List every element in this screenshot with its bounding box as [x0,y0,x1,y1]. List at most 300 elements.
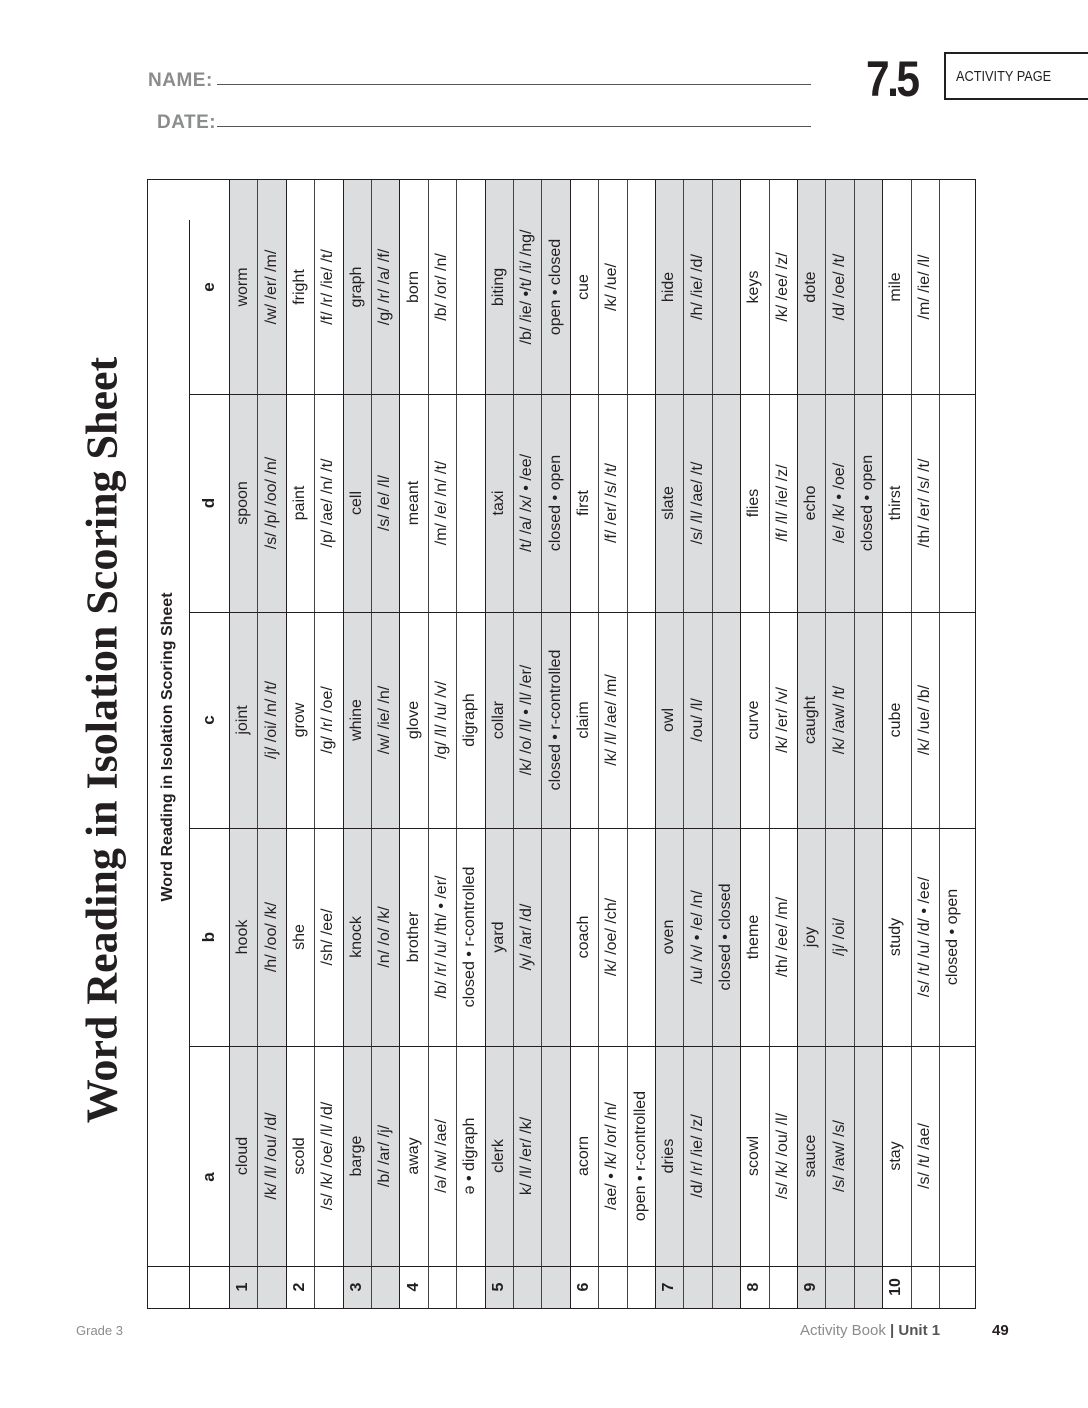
table-cell [314,612,342,828]
name-field-line[interactable] [217,84,811,85]
word-text: owl [660,707,678,733]
table-cell [513,180,541,394]
activity-page-box [944,52,1088,100]
word-text: acorn [574,1135,592,1177]
line-divider [257,180,258,1308]
table-cell [769,180,797,394]
book-name: Activity Book [800,1322,886,1339]
word-text: theme [745,914,763,960]
phoneme-text: /f/ /r/ /ie/ /t/ [319,249,337,325]
table-cell [882,180,910,394]
line-divider [825,180,826,1308]
word-text: hide [660,271,678,303]
word-text: knock [347,916,365,958]
row-number [882,1266,910,1307]
table-cell [399,1046,427,1266]
phoneme-text: /s/ /p/ /oo/ /n/ [262,456,280,550]
row-number [797,1266,825,1307]
table-cell [570,612,598,828]
row-divider [485,180,486,1308]
row-number [286,1266,314,1307]
table-cell [229,180,257,394]
row-number [655,1266,683,1307]
word-text: clerk [489,1139,507,1173]
phoneme-text: /th/ /er/ /s/ /t/ [915,458,933,548]
table-cell [286,180,314,394]
phoneme-text: /m/ /e/ /n/ /t/ [432,460,450,546]
name-label: NAME: [148,70,213,91]
table-cell [399,180,427,394]
table-cell [627,180,655,394]
word-text: oven [660,919,678,955]
table-cell [854,394,882,612]
table-cell [797,1046,825,1266]
table-cell [399,612,427,828]
word-text: dries [660,1138,678,1174]
word-text: stay [887,1141,905,1171]
table-cell [627,1046,655,1266]
column-header-label: c [199,715,218,725]
word-text: slate [660,486,678,520]
line-divider [513,180,514,1308]
row-number [740,1266,768,1307]
row-number-label: 2 [290,1282,308,1291]
table-cell [712,1046,740,1266]
word-text: taxi [489,490,507,516]
table-cell [286,1046,314,1266]
table-cell [541,180,569,394]
table-cell [485,180,513,394]
table-cell [229,612,257,828]
column-divider [189,1046,975,1047]
word-text: joint [234,705,252,735]
phoneme-text: /s/ /t/ /ae/ [915,1123,933,1189]
table-cell [882,394,910,612]
table-cell [740,180,768,394]
table-cell [769,828,797,1046]
table-cell [257,180,285,394]
table-cell [428,612,456,828]
word-text: hook [234,919,252,955]
phoneme-text: /ou/ /l/ [688,698,706,742]
word-text: coach [574,915,592,959]
word-text: study [887,917,905,957]
line-divider [712,180,713,1308]
table-cell [257,1046,285,1266]
phoneme-text: /k/ /oe/ /ch/ [603,897,621,977]
table-cell [314,1046,342,1266]
table-cell [598,1046,626,1266]
word-text: claim [574,701,592,739]
line-divider [627,180,628,1308]
row-number-label: 10 [887,1277,905,1296]
word-text: brother [404,911,422,963]
table-cell [229,828,257,1046]
phoneme-text: /ə/ /w/ /ae/ [432,1119,450,1193]
word-text: collar [489,700,507,740]
row-divider [399,180,400,1308]
table-cell [683,612,711,828]
table-cell [712,394,740,612]
table-cell [825,180,853,394]
table-cell [683,394,711,612]
row-divider [655,180,656,1308]
table-cell [797,180,825,394]
line-divider [428,180,429,1308]
phoneme-text: /g/ /r/ /oe/ [319,686,337,754]
column-header-a [189,1046,229,1307]
table-cell [740,828,768,1046]
table-cell [541,612,569,828]
phoneme-text: /s/ /e/ /l/ [376,474,394,532]
phoneme-text: /y/ /ar/ /d/ [518,903,536,971]
row-number-label: 9 [802,1282,820,1291]
phoneme-text: /s/ /aw/ /s/ [830,1119,848,1193]
row-number-label: 8 [745,1282,763,1291]
table-cell [456,612,484,828]
line-divider [683,180,684,1308]
table-cell [911,394,939,612]
word-text: biting [489,267,507,307]
row-divider [343,180,344,1308]
table-cell [343,1046,371,1266]
table-cell [740,612,768,828]
table-cell [712,180,740,394]
table-cell [683,828,711,1046]
table-cell [740,394,768,612]
table-cell [257,394,285,612]
phoneme-text: /w/ /ie/ /n/ [376,685,394,755]
table-cell [769,394,797,612]
table-cell [314,394,342,612]
table-cell [286,828,314,1046]
table-cell [314,180,342,394]
row-number-label: 6 [574,1282,592,1291]
phoneme-text: /d/ /r/ /ie/ /z/ [688,1114,706,1198]
column-divider [148,1266,975,1267]
phoneme-text: /s/ /k/ /oe/ /l/ /d/ [319,1101,337,1211]
table-cell [570,180,598,394]
phoneme-text: /g/ /r/ /a/ /f/ [376,248,394,326]
line-divider [939,180,940,1308]
word-text: glove [404,700,422,740]
word-text: caught [802,695,820,745]
phoneme-text: /k/ /ee/ /z/ [773,252,791,322]
phoneme-text: /th/ /ee/ /m/ [773,896,791,978]
table-cell [570,828,598,1046]
table-cell [257,828,285,1046]
word-text: grow [290,702,308,738]
table-cell [911,1046,939,1266]
table-cell [911,828,939,1046]
phoneme-text: /k/ /aw/ /t/ [830,685,848,755]
table-cell [627,828,655,1046]
word-text: cloud [234,1136,252,1176]
phoneme-text: /e/ /k/ • /oe/ [830,462,848,544]
table-cell [513,1046,541,1266]
table-cell [911,612,939,828]
table-cell [513,612,541,828]
row-number-label: 1 [234,1282,252,1291]
table-cell [854,612,882,828]
table-cell [286,612,314,828]
table-cell [939,828,967,1046]
scoring-table [147,179,976,1309]
phoneme-text: /sh/ /ee/ [319,908,337,966]
word-text: barge [347,1135,365,1177]
column-header-label: d [199,497,218,509]
table-cell [627,612,655,828]
table-cell [456,1046,484,1266]
phoneme-text: /h/ /ie/ /d/ [688,254,706,320]
phoneme-text: closed • open [546,454,564,552]
column-divider [189,828,975,829]
phoneme-text: digraph [461,693,479,747]
row-number [570,1266,598,1307]
table-cell [882,828,910,1046]
book-unit-label [800,1322,940,1339]
phoneme-text: /m/ /ie/ /l/ [915,254,933,320]
table-cell [456,394,484,612]
column-header-b [189,828,229,1046]
word-text: spoon [234,481,252,525]
table-cell [797,612,825,828]
phoneme-text: closed • closed [716,883,734,991]
word-text: scowl [745,1135,763,1177]
table-cell [683,180,711,394]
table-cell [655,394,683,612]
phoneme-text: /j/ /oi/ /n/ /t/ [262,680,280,760]
column-header-d [189,394,229,612]
row-divider [570,180,571,1308]
table-cell [712,828,740,1046]
table-cell [343,394,371,612]
phoneme-text: k/ /l/ /er/ /k/ [518,1116,536,1196]
table-cell [598,394,626,612]
word-text: born [404,270,422,304]
word-text: flies [745,488,763,518]
word-text: yard [489,921,507,953]
phoneme-text: /f/ /er/ /s/ /t/ [603,462,621,544]
table-cell [229,394,257,612]
table-cell [854,1046,882,1266]
table-cell [740,1046,768,1266]
column-header-label: b [199,931,218,943]
table-cell [513,828,541,1046]
word-text: fright [290,269,308,305]
table-cell [655,180,683,394]
word-text: away [404,1137,422,1175]
phoneme-text: /j/ /oi/ [830,917,848,957]
table-cell [286,394,314,612]
column-divider [189,394,975,395]
table-cell [598,828,626,1046]
table-cell [712,612,740,828]
lesson-number: 7.5 [866,51,918,107]
column-header-label: a [199,1171,218,1182]
table-cell [456,180,484,394]
table-cell [570,394,598,612]
phoneme-text: /h/ /oo/ /k/ [262,901,280,973]
table-cell [854,828,882,1046]
table-cell [485,394,513,612]
row-number-label: 4 [404,1282,422,1291]
phoneme-text: /t/ /a/ /x/ • /ee/ [518,453,536,553]
phoneme-text: /k/ /o/ /l/ • /l/ /er/ [518,664,536,776]
word-text: she [290,924,308,950]
phoneme-text: open • r-controlled [631,1090,649,1222]
table-cell [314,828,342,1046]
page-title: Word Reading in Isolation Scoring Sheet [77,356,127,1124]
row-divider [286,180,287,1308]
phoneme-text: closed • open [858,454,876,552]
table-cell [371,394,399,612]
phoneme-text: closed • r-controlled [546,649,564,791]
table-cell [399,394,427,612]
table-cell [456,828,484,1046]
phoneme-text: /n/ /o/ /k/ [376,906,394,968]
word-text: first [574,490,592,516]
table-cell [399,828,427,1046]
line-divider [456,180,457,1308]
phoneme-text: /b/ /or/ /n/ [432,253,450,321]
table-cell [825,828,853,1046]
grade-label: Grade 3 [76,1323,123,1338]
table-cell [939,612,967,828]
table-cell [882,1046,910,1266]
word-text: joy [802,926,820,948]
header-divider [189,220,190,1308]
table-cell [825,612,853,828]
column-header-c [189,612,229,828]
phoneme-text: closed • r-controlled [461,866,479,1008]
row-number [343,1266,371,1307]
table-cell [683,1046,711,1266]
table-cell [939,1046,967,1266]
column-header-label: e [199,282,218,292]
phoneme-text: /k/ /l/ /ou/ /d/ [262,1112,280,1200]
table-cell [598,612,626,828]
table-cell [428,180,456,394]
table-cell [911,180,939,394]
table-cell [428,828,456,1046]
line-divider [314,180,315,1308]
row-divider [229,180,230,1308]
phoneme-text: /b/ /ar/ /j/ [376,1124,394,1188]
row-number [399,1266,427,1307]
table-cell [257,612,285,828]
word-text: dote [802,271,820,303]
word-text: echo [802,485,820,521]
row-number [485,1266,513,1307]
table-cell [825,394,853,612]
row-number [229,1266,257,1307]
row-number-label: 7 [660,1282,678,1291]
table-cell [229,1046,257,1266]
phoneme-text: /p/ /ae/ /n/ /t/ [319,458,337,548]
phoneme-text: /s/ /l/ /ae/ /t/ [688,461,706,545]
phoneme-text: /k/ /ue/ [603,262,621,312]
line-divider [769,180,770,1308]
unit-name: Unit 1 [898,1322,941,1339]
table-cell [485,828,513,1046]
word-text: meant [404,480,422,526]
word-text: keys [745,270,763,304]
table-cell [570,1046,598,1266]
table-cell [825,1046,853,1266]
phoneme-text: /f/ /l/ /ie/ /z/ [773,464,791,542]
word-text: graph [347,266,365,308]
table-cell [541,828,569,1046]
word-text: paint [290,485,308,521]
activity-page-label: ACTIVITY PAGE [956,68,1052,85]
phoneme-text: /u/ /v/ • /e/ /n/ [688,890,706,984]
word-text: thirst [887,485,905,521]
table-cell [655,1046,683,1266]
date-label: DATE: [157,112,217,133]
row-divider [740,180,741,1308]
line-divider [911,180,912,1308]
table-cell [797,394,825,612]
word-text: mile [887,272,905,302]
phoneme-text: /k/ /er/ /v/ [773,687,791,753]
page-number: 49 [992,1322,1009,1339]
row-divider [797,180,798,1308]
table-cell [343,612,371,828]
word-text: sauce [802,1134,820,1178]
table-cell [428,394,456,612]
table-cell [513,394,541,612]
phoneme-text: closed • open [944,888,962,986]
line-divider [598,180,599,1308]
table-cell [769,612,797,828]
table-cell [371,828,399,1046]
phoneme-text: /k/ /ue/ /b/ [915,684,933,756]
phoneme-text: /g/ /l/ /u/ /v/ [432,680,450,760]
phoneme-text: /k/ /l/ /ae/ /m/ [603,674,621,766]
word-text: cue [574,274,592,300]
table-cell [485,612,513,828]
row-number-label: 5 [489,1282,507,1291]
phoneme-text: /d/ /oe/ /t/ [830,253,848,321]
line-divider [371,180,372,1308]
phoneme-text: open • closed [546,238,564,336]
table-cell [939,394,967,612]
table-cell [541,1046,569,1266]
phoneme-text: /b/ /r/ /u/ /th/ • /er/ [432,875,450,999]
table-cell [428,1046,456,1266]
date-field-line[interactable] [217,126,811,127]
table-cell [854,180,882,394]
line-divider [541,180,542,1308]
table-cell [627,394,655,612]
table-cell [939,180,967,394]
phoneme-text: /ae/ • /k/ /or/ /n/ [603,1102,621,1210]
table-cell [655,612,683,828]
word-text: whine [347,699,365,741]
footer-separator: | [890,1322,895,1339]
column-divider [189,612,975,613]
phoneme-text: /w/ /er/ /m/ [262,249,280,325]
phoneme-text: /b/ /ie/ •/t/ /i/ /ng/ [518,229,536,345]
table-cell [343,828,371,1046]
word-text: curve [745,700,763,740]
word-text: cube [887,702,905,738]
table-caption: Word Reading in Isolation Scoring Sheet [159,592,176,902]
phoneme-text: /s/ /t/ /u/ /d/ • /ee/ [915,876,933,998]
column-header-e [189,180,229,394]
table-cell [371,1046,399,1266]
